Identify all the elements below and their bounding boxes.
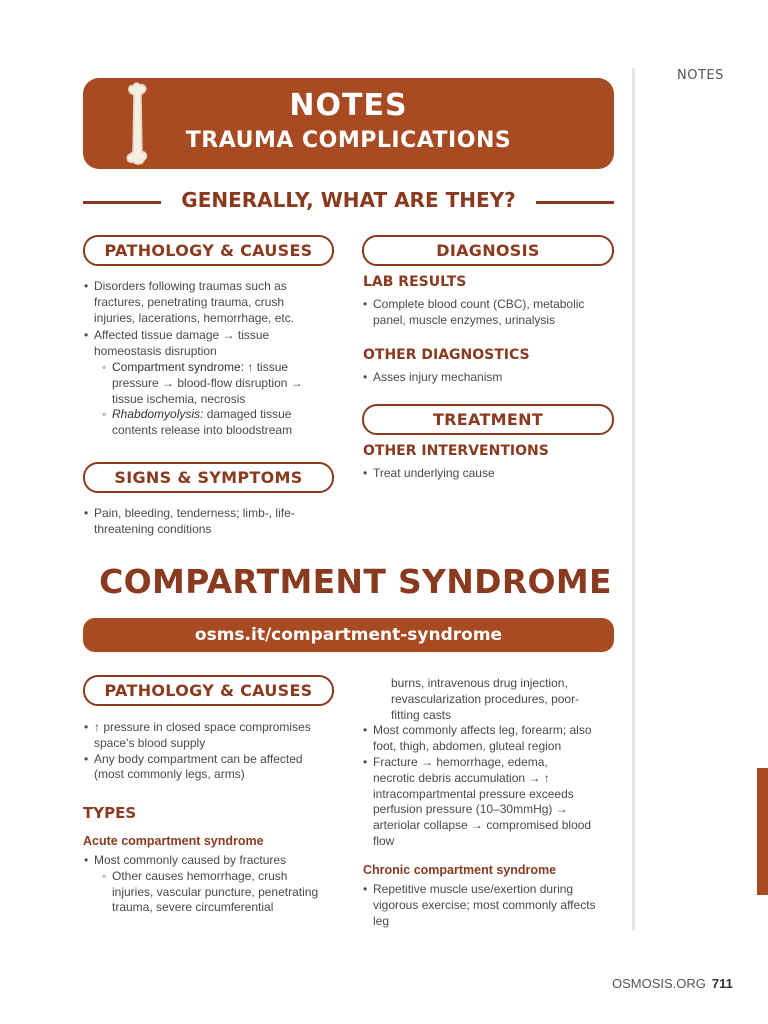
list-subitem: ◦ Other causes hemorrhage, crush — [84, 869, 344, 885]
pathology-list: • Disorders following traumas such as fractures, penetrating trauma, crush injuries, lacerations, hemorrhage, etc. • Affected tissue damage → tissue homeostasis disruption ◦ Compartment syndrome: ↑ tissue pressure → blood-flow disruption → tissue ischemia, necrosis ◦ Rhabdomyolysis: damaged tissue contents release into bloodstream — [84, 279, 344, 439]
other-interventions-list — [363, 466, 623, 482]
footer-site: OSMOSIS.ORG — [612, 976, 706, 991]
list-item: • Treat underlying cause — [363, 466, 623, 482]
diagnosis-pill: DIAGNOSIS — [362, 235, 614, 266]
pathology-causes-pill-2: PATHOLOGY & CAUSES — [83, 675, 334, 706]
chronic-heading: Chronic compartment syndrome — [363, 863, 557, 877]
page-number: 711 — [711, 976, 733, 991]
section-title: COMPARTMENT SYNDROME — [99, 562, 612, 601]
compartment-pathology-list: • ↑ pressure in closed space compromises space’s blood supply • Any body compartment can be affected (most commonly legs, arms) — [84, 720, 344, 783]
section-url-link[interactable]: osms.it/compartment-syndrome — [83, 618, 614, 652]
list-item: • Most commonly affects leg, forearm; also — [363, 723, 623, 739]
footer — [612, 976, 733, 991]
lab-results-list: • Complete blood count (CBC), metabolic panel, muscle enzymes, urinalysis — [363, 297, 623, 329]
other-diagnostics-heading: OTHER DIAGNOSTICS — [363, 347, 530, 363]
signs-symptoms-pill: SIGNS & SYMPTOMS — [83, 462, 334, 493]
list-item: • ↑ pressure in closed space compromises — [84, 720, 344, 736]
margin-notes-label: NOTES — [677, 68, 724, 83]
acute-heading: Acute compartment syndrome — [83, 834, 264, 848]
section-heading: GENERALLY, WHAT ARE THEY? — [181, 188, 516, 212]
chronic-list: • Repetitive muscle use/exertion during vigorous exercise; most commonly affects leg — [363, 882, 623, 929]
list-item: • Disorders following traumas such as — [84, 279, 344, 295]
list-item: • Asses injury mechanism — [363, 370, 623, 386]
pathology-causes-pill: PATHOLOGY & CAUSES — [83, 235, 334, 266]
other-diagnostics-list — [363, 370, 623, 386]
compartment-right-list: burns, intravenous drug injection, revascularization procedures, poor- fitting casts • Most commonly affects leg, forearm; also foot, thigh, abdomen, gluteal region • Fracture → hemorrhage, edema, necrotic debris accumulation → ↑ intracompartmental pressure exceeds perfusion pressure (10–30mmHg) → arteriolar collapse → compromised blood flow — [363, 676, 623, 850]
list-item: • Most commonly caused by fractures — [84, 853, 344, 869]
list-item: • Affected tissue damage → tissue — [84, 328, 344, 344]
list-subitem: ◦ Rhabdomyolysis: damaged tissue — [84, 407, 344, 423]
signs-list: • Pain, bleeding, tenderness; limb-, life- threatening conditions — [84, 506, 344, 538]
list-item: • Any body compartment can be affected — [84, 752, 344, 768]
other-interventions-heading: OTHER INTERVENTIONS — [363, 443, 549, 459]
treatment-pill: TREATMENT — [362, 404, 614, 435]
bone-icon — [124, 82, 152, 166]
list-item: • Fracture → hemorrhage, edema, — [363, 755, 623, 771]
list-item: • Pain, bleeding, tenderness; limb-, life- — [84, 506, 344, 522]
margin-divider — [632, 68, 635, 930]
header-banner — [83, 78, 614, 169]
acute-list: • Most commonly caused by fractures ◦ Other causes hemorrhage, crush injuries, vascular puncture, penetrating trauma, severe circumferential — [84, 853, 344, 916]
list-item: • Complete blood count (CBC), metabolic — [363, 297, 623, 313]
section-heading-row — [83, 188, 614, 218]
side-tab — [757, 768, 768, 895]
list-item: • Repetitive muscle use/exertion during — [363, 882, 623, 898]
list-subitem: ◦ Compartment syndrome: ↑ tissue — [84, 360, 344, 376]
types-heading: TYPES — [83, 804, 137, 822]
lab-results-heading: LAB RESULTS — [363, 274, 467, 290]
header-subtitle: TRAUMA COMPLICATIONS — [185, 128, 512, 153]
header-title: NOTES — [289, 88, 408, 123]
